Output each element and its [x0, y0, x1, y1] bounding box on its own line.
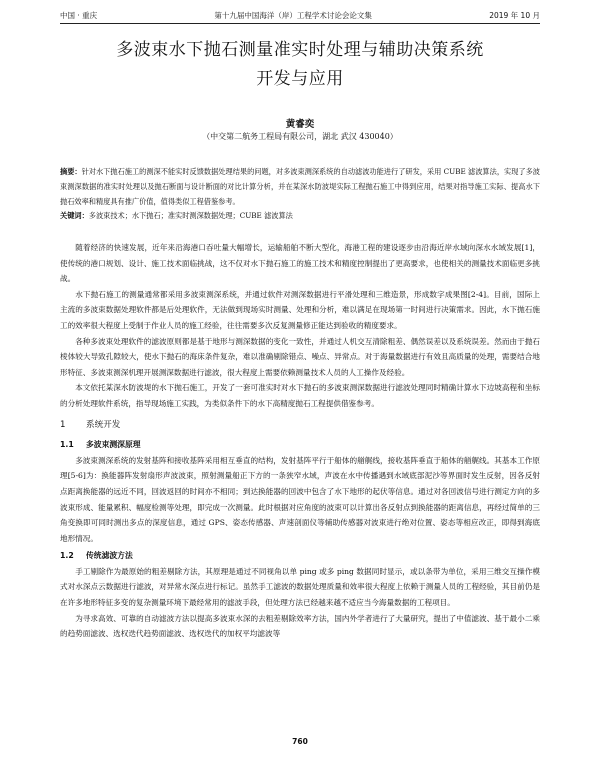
paragraph: 各种多波束处理软件的滤波原则都是基于地形与测深数据的变化一致性，并通过人机交互清除粗差、偶然误差以及系统误差。然而由于抛石棱体较大导致孔隙较大，使水下抛石的海床条件复杂，难以准确剔除错点、噪点、异常点。对于海量数据进行有效且高质量的处理，需要结合地形特征、多波束测深机理开展测深数据进行滤波，很大程度上需要依赖测量技术人员的人工操作及经验。: [60, 336, 540, 377]
subsection-number: 1.2: [60, 551, 74, 561]
paragraph: 水下抛石施工的测量通常都采用多波束测深系统，并通过软件对测深数据进行平滑处理和三维造景，形成数字成果图[2-4]。目前，国际上主流的多波束数据处理软件都是后处理软件，无法做到现场实时测量、处理和分析，难以满足在现场第一时间进行决策需求。因此，水下抛石施工的效率很大程度上受制于作业人员的施工经验，往往需要多次反复测量修正能达到验收的精度要求。: [60, 289, 540, 330]
header-rule: [60, 23, 540, 24]
paragraph: 多波束测深系统的发射基阵和接收基阵采用相互垂直的结构，发射基阵平行于船体的艏艉线，接收基阵垂直于船体的艏艉线。其基本工作原理[5-6]为：换能器阵发射扇形声波波束，照射测量船正下方的一条狭窄水域，声波在水中传播遇到水域底部泥沙等界面时发生反射，因各反射点距离换能器的远近不同，回波返回的时间亦不相同；到达换能器的回波中包含了水下地形的起伏等信息。通过对各回波信号进行测定方向的多波束形成、能量累积、幅度检测等处理，即完成一次测量。此时根据对应角度的波束可以计算出各反射点到换能器的距离信息，再经过简单的三角变换即可同时测出多点的深度信息，通过 GPS、姿态传感器、声速剖面仪等辅助传感器对波束进行绝对位置、姿态等相应改正，即得到海底地形情况。: [60, 455, 540, 543]
header-location: 中国 · 重庆: [60, 10, 98, 20]
title-line-1: 多波束水下抛石测量准实时处理与辅助决策系统: [116, 40, 484, 60]
body-text: [60, 240, 540, 642]
header-proceedings: 第十九届中国海洋（岸）工程学术讨论会论文集: [214, 10, 372, 20]
paragraph: 为寻求高效、可靠的自动滤波方法以提高多波束水深的去粗差剔除效率方法，国内外学者进行了大量研究，提出了中值滤波、基于最小二乘的趋势面滤波、选权迭代趋势面滤波、选权迭代的加权平均滤波等: [60, 613, 540, 639]
author: 黄睿奕: [285, 119, 315, 130]
section-heading: [60, 418, 540, 434]
keywords: [60, 209, 540, 223]
header-date: 2019 年 10 月: [489, 10, 540, 20]
abstract-label: 摘要：: [60, 167, 82, 176]
subsection-title: 多波束测深原理: [86, 440, 141, 450]
keywords-label: 关键词：: [60, 211, 89, 220]
paragraph: 手工剔除作为最原始的粗差剔除方法，其原理是通过不同视角以单 ping 或多 ping 数据同时显示，或以条带为单位，采用三维交互操作模式对水深点云数据进行滤波，对异常水深点进行标记。虽然手工滤波的数据处理质量和效率很大程度上依赖于测量人员的工程经验，其目前仍是在许多地形特征多变的复杂测量环境下最经常用的滤波手段，但处理方法已经越来越不适应当今海量数据的工程项目。: [60, 566, 540, 608]
paper-title: [60, 36, 540, 94]
section-title: 系统开发: [86, 419, 121, 430]
subsection-heading: [60, 437, 540, 453]
paragraph: 随着经济的快速发展，近年来沿海港口吞吐量大幅增长，运输船舶不断大型化，海港工程的建设逐步由沿海近岸水域向深水水域发展[1]，使传统的港口规划、设计、施工技术面临挑战，这不仅对水下抛石施工的施工技术和精度控制提出了更高要求，也使相关的测量技术面临更多挑战。: [60, 243, 540, 284]
subsection-title: 传统滤波方法: [86, 551, 133, 561]
abstract-text: 针对水下抛石施工的测深不能实时反馈数据处理结果的问题，对多波束测深系统的自动滤波功能进行了研发，采用 CUBE 滤波算法，实现了多波束测深数据的准实时处理以及抛石断面与设计断面的对比计算分析，并在某深水防波堤实际工程抛石施工中得到应用，结果对指导施工实际、提高水下抛石效率和精度具有推广价值，值得类似工程借鉴参考。: [60, 167, 540, 206]
keywords-text: 多波束技术；水下抛石；准实时测深数据处理；CUBE 滤波算法: [88, 211, 293, 220]
page-number: 760: [292, 737, 308, 746]
title-line-2: 开发与应用: [256, 69, 344, 89]
paragraph: 本文依托某深水防波堤的水下抛石施工，开发了一套可准实时对水下抛石的多波束测深数据进行滤波处理同时精确计算水下边坡高程和坐标的分析处理软件系统，指导现场施工实践，为类似条件下的水下高精度抛石工程提供借鉴参考。: [60, 383, 540, 408]
abstract: [60, 165, 540, 209]
subsection-heading: [60, 548, 540, 564]
section-number: 1: [60, 419, 66, 430]
subsection-number: 1.1: [60, 440, 74, 450]
affiliation: （中交第二航务工程局有限公司，湖北 武汉 430040）: [202, 132, 398, 141]
running-header: [60, 8, 540, 22]
